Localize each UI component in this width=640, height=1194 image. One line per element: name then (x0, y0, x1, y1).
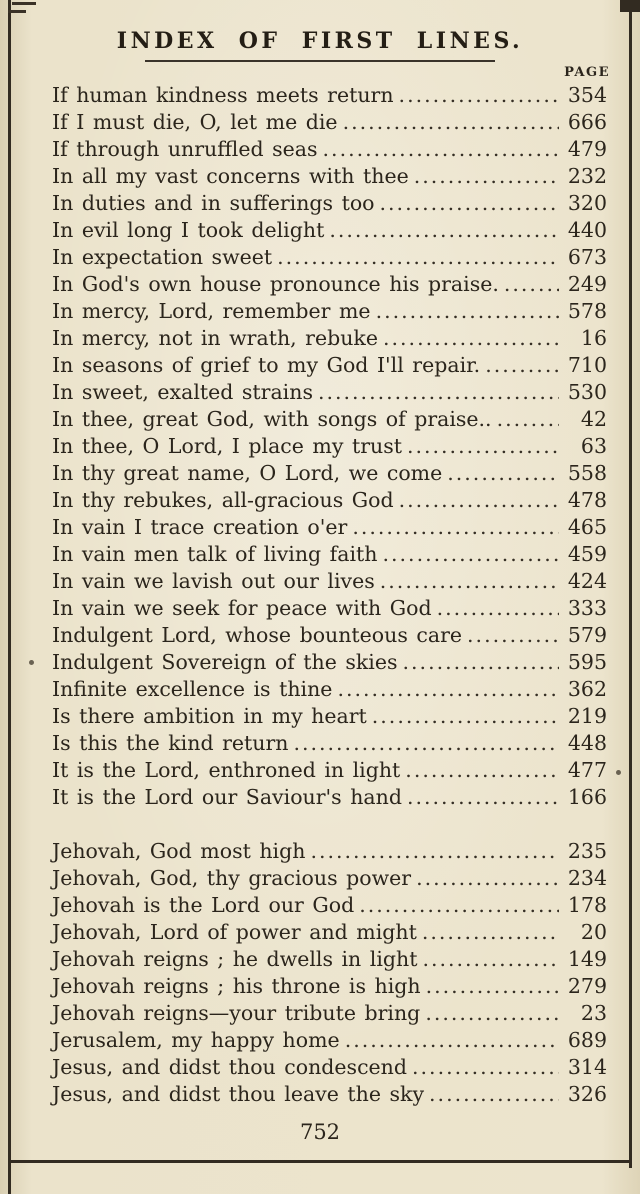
entry-page-number: 23 (580, 1001, 607, 1025)
index-entry (52, 487, 607, 514)
entry-dot-leader (414, 163, 559, 190)
entry-page-number: 579 (567, 623, 607, 647)
entry-first-line: In all my vast concerns with thee (52, 164, 409, 188)
entry-page-number: 440 (567, 218, 607, 242)
entry-first-line: In duties and in sufferings too (52, 191, 375, 215)
entry-page-number: 459 (567, 542, 607, 566)
entry-dot-leader (412, 1054, 559, 1081)
index-entry (52, 919, 607, 946)
entry-dot-leader (467, 622, 559, 649)
entry-dot-leader (403, 649, 559, 676)
title-rule (145, 60, 495, 62)
entry-dot-leader (380, 568, 559, 595)
entry-dot-leader (504, 271, 559, 298)
entry-page-number: 424 (567, 569, 607, 593)
index-section (52, 838, 607, 1108)
bottom-page-edge-line (8, 1160, 632, 1163)
entry-dot-leader (422, 946, 559, 973)
index-section (52, 82, 607, 811)
entry-dot-leader (359, 892, 559, 919)
entry-dot-leader (293, 730, 559, 757)
index-entry (52, 460, 607, 487)
entry-first-line: Jehovah is the Lord our God (52, 893, 355, 917)
entry-dot-leader (337, 676, 559, 703)
entry-dot-leader (422, 919, 559, 946)
entry-first-line: In God's own house pronounce his praise. (52, 272, 499, 296)
entry-page-number: 479 (567, 137, 607, 161)
entry-first-line: Indulgent Lord, whose bounteous care (52, 623, 463, 647)
entry-page-number: 362 (567, 677, 607, 701)
entry-page-number: 689 (567, 1028, 607, 1052)
page-title: INDEX OF FIRST LINES. (116, 28, 524, 54)
entry-dot-leader (376, 298, 559, 325)
entry-page-number: 333 (567, 596, 607, 620)
entry-dot-leader (485, 352, 559, 379)
entry-first-line: In vain we seek for peace with God (52, 596, 432, 620)
entry-dot-leader (310, 838, 559, 865)
entry-page-number: 20 (580, 920, 607, 944)
index-entry (52, 1027, 607, 1054)
entry-page-number: 279 (567, 974, 607, 998)
entry-first-line: In mercy, Lord, remember me (52, 299, 371, 323)
entry-dot-leader (345, 1027, 559, 1054)
entry-page-number: 178 (567, 893, 607, 917)
entry-dot-leader (429, 1081, 559, 1108)
entry-dot-leader (426, 973, 559, 1000)
entry-first-line: Indulgent Sovereign of the skies (52, 650, 398, 674)
entry-dot-leader (277, 244, 559, 271)
entry-first-line: In thee, O Lord, I place my trust (52, 434, 402, 458)
entry-first-line: In vain men talk of living faith (52, 542, 378, 566)
entry-first-line: In evil long I took delight (52, 218, 325, 242)
entry-page-number: 63 (580, 434, 607, 458)
entry-first-line: In thy great name, O Lord, we come (52, 461, 443, 485)
index-entry (52, 82, 607, 109)
entry-first-line: If through unruffled seas (52, 137, 318, 161)
entry-page-number: 673 (567, 245, 607, 269)
footer-page-number: 752 (299, 1120, 341, 1144)
index-entry (52, 595, 607, 622)
entry-page-number: 478 (567, 488, 607, 512)
index-entry (52, 784, 607, 811)
index-entry (52, 109, 607, 136)
entry-first-line: It is the Lord, enthroned in light (52, 758, 401, 782)
entry-first-line: Is there ambition in my heart (52, 704, 367, 728)
index-entry (52, 271, 607, 298)
entry-first-line: In sweet, exalted strains (52, 380, 313, 404)
index-entry (52, 838, 607, 865)
index-entry (52, 379, 607, 406)
entry-dot-leader (437, 595, 559, 622)
entry-first-line: Jehovah, God most high (52, 839, 306, 863)
index-entry (52, 1000, 607, 1027)
entry-first-line: In thee, great God, with songs of praise.. (52, 407, 492, 431)
index-entry (52, 406, 607, 433)
entry-first-line: Jehovah reigns ; he dwells in light (52, 947, 418, 971)
index-entry (52, 163, 607, 190)
entry-first-line: Jehovah, Lord of power and might (52, 920, 417, 944)
entry-dot-leader (383, 325, 559, 352)
index-entry (52, 433, 607, 460)
index-entry (52, 1081, 607, 1108)
entry-dot-leader (497, 406, 559, 433)
entry-dot-leader (399, 82, 559, 109)
entry-first-line: Jesus, and didst thou leave the sky (52, 1082, 425, 1106)
index-entry (52, 865, 607, 892)
entry-page-number: 149 (567, 947, 607, 971)
entry-first-line: If human kindness meets return (52, 83, 394, 107)
entry-dot-leader (407, 433, 559, 460)
index-entry (52, 946, 607, 973)
index-entry (52, 730, 607, 757)
index-entry (52, 568, 607, 595)
entry-dot-leader (383, 541, 560, 568)
entry-dot-leader (380, 190, 559, 217)
index-entry (52, 703, 607, 730)
entry-first-line: Jehovah reigns ; his throne is high (52, 974, 421, 998)
entry-dot-leader (329, 217, 559, 244)
entry-page-number: 326 (567, 1082, 607, 1106)
entry-dot-leader (407, 784, 559, 811)
entry-first-line: In vain I trace creation o'er (52, 515, 348, 539)
entry-first-line: If I must die, O, let me die (52, 110, 338, 134)
entry-first-line: Jesus, and didst thou condescend (52, 1055, 408, 1079)
index-entry (52, 352, 607, 379)
entry-page-number: 16 (580, 326, 607, 350)
entry-first-line: It is the Lord our Saviour's hand (52, 785, 402, 809)
entry-page-number: 477 (567, 758, 607, 782)
entry-page-number: 235 (567, 839, 607, 863)
entry-first-line: In seasons of grief to my God I'll repair. (52, 353, 481, 377)
entry-page-number: 666 (567, 110, 607, 134)
entry-dot-leader (318, 379, 559, 406)
index-entry (52, 1054, 607, 1081)
entry-first-line: In vain we lavish out our lives (52, 569, 375, 593)
entry-page-number: 530 (567, 380, 607, 404)
entry-page-number: 232 (567, 164, 607, 188)
entry-dot-leader (352, 514, 559, 541)
index-entry (52, 676, 607, 703)
entry-page-number: 219 (567, 704, 607, 728)
entry-first-line: In mercy, not in wrath, rebuke (52, 326, 378, 350)
entry-dot-leader (416, 865, 559, 892)
entry-page-number: 448 (567, 731, 607, 755)
entry-page-number: 166 (567, 785, 607, 809)
entry-page-number: 234 (567, 866, 607, 890)
entry-first-line: Infinite excellence is thine (52, 677, 333, 701)
entry-first-line: In thy rebukes, all-gracious God (52, 488, 394, 512)
entry-page-number: 558 (567, 461, 607, 485)
entry-page-number: 249 (567, 272, 607, 296)
page-column-label: PAGE (564, 65, 610, 80)
entry-page-number: 320 (567, 191, 607, 215)
index-entry (52, 298, 607, 325)
index-entry (52, 541, 607, 568)
entry-dot-leader (405, 757, 559, 784)
index-entry (52, 244, 607, 271)
entry-dot-leader (425, 1000, 559, 1027)
index-entry (52, 190, 607, 217)
entry-dot-leader (447, 460, 559, 487)
entry-first-line: Jerusalem, my happy home (52, 1028, 340, 1052)
entry-page-number: 710 (567, 353, 607, 377)
entry-first-line: Is this the kind return (52, 731, 289, 755)
entry-first-line: In expectation sweet (52, 245, 273, 269)
entry-first-line: Jehovah, God, thy gracious power (52, 866, 412, 890)
index-entry (52, 136, 607, 163)
entry-page-number: 314 (567, 1055, 607, 1079)
entry-first-line: Jehovah reigns—your tribute bring (52, 1001, 421, 1025)
index-entry (52, 217, 607, 244)
index-entry (52, 622, 607, 649)
index-entry (52, 973, 607, 1000)
index-sections (0, 80, 640, 1108)
entry-page-number: 465 (567, 515, 607, 539)
entry-page-number: 354 (567, 83, 607, 107)
index-entry (52, 325, 607, 352)
index-entry (52, 514, 607, 541)
index-entry (52, 892, 607, 919)
entry-dot-leader (399, 487, 559, 514)
index-entry (52, 757, 607, 784)
entry-dot-leader (343, 109, 559, 136)
entry-dot-leader (323, 136, 559, 163)
entry-page-number: 578 (567, 299, 607, 323)
entry-page-number: 595 (567, 650, 607, 674)
index-entry (52, 649, 607, 676)
entry-dot-leader (372, 703, 559, 730)
entry-page-number: 42 (580, 407, 607, 431)
